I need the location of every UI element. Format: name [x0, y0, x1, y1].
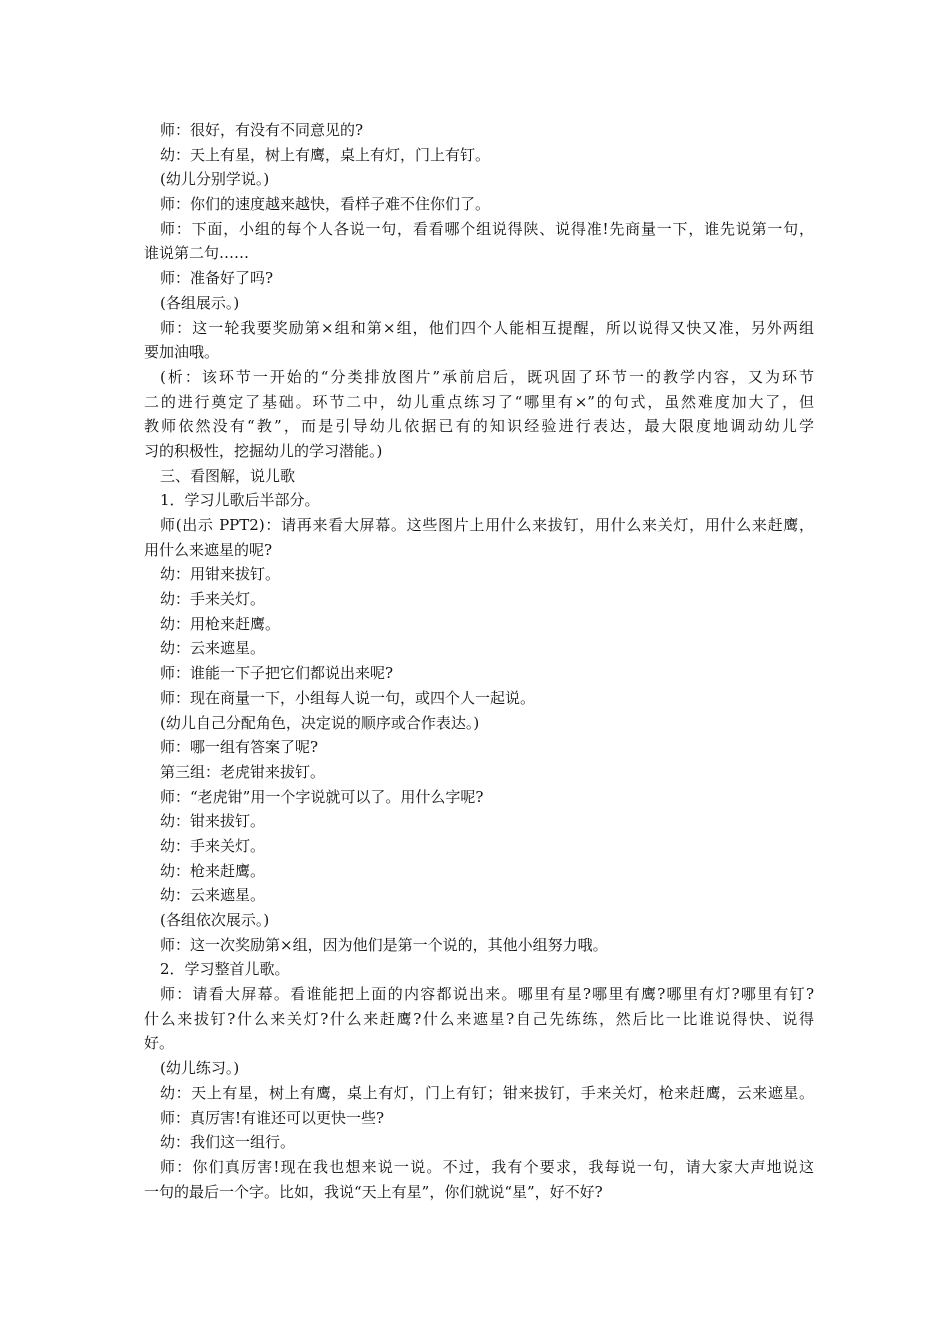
text-line: 教师依然没有“教”，而是引导幼儿依据已有的知识经验进行表达，最大限度地调动幼儿学 [144, 417, 814, 436]
text-line: 幼：手来关灯。 [160, 590, 266, 609]
text-line: 幼：手来关灯。 [160, 836, 266, 855]
text-line: (各组依次展示。) [160, 911, 270, 929]
text-line: 用什么来遮星的呢? [144, 540, 273, 559]
text-line: 幼：云来遮星。 [160, 639, 266, 658]
text-line: 好。 [144, 1034, 175, 1053]
text-line: 什么来拔钉?什么来关灯?什么来赶鹰?什么来遮星?自己先练练，然后比一比谁说得快、说得 [144, 1009, 814, 1028]
text-line: 谁说第二句…… [144, 244, 250, 263]
text-line: 师：很好，有没有不同意见的? [160, 121, 364, 139]
text-line: (幼儿分别学说。) [160, 170, 270, 189]
text-line: 师：真厉害!有谁还可以更快一些? [160, 1108, 385, 1127]
text-line: 师：谁能一下子把它们都说出来呢? [160, 664, 394, 683]
text-line: 1．学习儿歌后半部分。 [160, 491, 320, 510]
text-line: 幼：我们这一组行。 [160, 1133, 296, 1152]
text-line: 第三组：老虎钳来拔钉。 [160, 762, 326, 781]
text-line: 习的积极性，挖掘幼儿的学习潜能。) [144, 441, 383, 460]
text-line: 师：“老虎钳”用一个字说就可以了。用什么字呢? [160, 787, 484, 806]
text-line: 三、看图解，说儿歌 [160, 466, 296, 485]
text-line: 幼：钳来拔钉。 [160, 812, 266, 831]
text-line: 幼：用枪来赶鹰。 [160, 614, 281, 633]
text-line: (析：该环节一开始的“分类排放图片”承前启后，既巩固了环节一的教学内容，又为环节 [160, 367, 814, 386]
text-line: 师(出示 PPT2)：请再来看大屏幕。这些图片上用什么来拔钉，用什么来关灯，用什么来赶鹰， [160, 516, 814, 534]
text-line: 幼：用钳来拔钉。 [160, 565, 281, 584]
text-line: 师：你们的速度越来越快，看样子难不住你们了。 [160, 195, 491, 214]
text-line: 一句的最后一个字。比如，我说“天上有星”，你们就说“星”，好不好? [144, 1182, 603, 1201]
document-body [144, 118, 814, 1204]
text-line: 幼：天上有星，树上有鹰，桌上有灯，门上有钉；钳来拔钉，手来关灯，枪来赶鹰，云来遮星。 [160, 1083, 814, 1102]
text-line: 师：下面，小组的每个人各说一句，看看哪个组说得陕、说得准!先商量一下，谁先说第一句， [160, 219, 814, 238]
text-line: 二的进行奠定了基础。环节二中，幼儿重点练习了“哪里有×”的句式，虽然难度加大了，但 [144, 392, 814, 411]
text-line: 师：这一轮我要奖励第×组和第×组，他们四个人能相互提醒，所以说得又快又准，另外两组 [160, 318, 814, 337]
text-line: (各组展示。) [160, 293, 240, 312]
text-line: 师：现在商量一下，小组每人说一句，或四个人一起说。 [160, 688, 536, 707]
text-line: 师：这一次奖励第×组，因为他们是第一个说的，其他小组努力哦。 [160, 935, 608, 954]
text-line: 师：准备好了吗? [160, 269, 274, 288]
text-line: 要加油哦。 [144, 343, 220, 362]
text-line: 师：哪一组有答案了呢? [160, 738, 319, 757]
text-line: 2．学习整首儿歌。 [160, 960, 290, 979]
text-line: 师：请看大屏幕。看谁能把上面的内容都说出来。哪里有星?哪里有鹰?哪里有灯?哪里有钉? [160, 985, 814, 1004]
text-line: 师：你们真厉害!现在我也想来说一说。不过，我有个要求，我每说一句，请大家大声地说这 [160, 1157, 814, 1176]
text-line: (幼儿自己分配角色，决定说的顺序或合作表达。) [160, 713, 480, 732]
text-line: 幼：天上有星，树上有鹰，桌上有灯，门上有钉。 [160, 145, 491, 164]
text-line: (幼儿练习。) [160, 1059, 240, 1078]
text-line: 幼：枪来赶鹰。 [160, 861, 266, 880]
text-line: 幼：云来遮星。 [160, 886, 266, 905]
